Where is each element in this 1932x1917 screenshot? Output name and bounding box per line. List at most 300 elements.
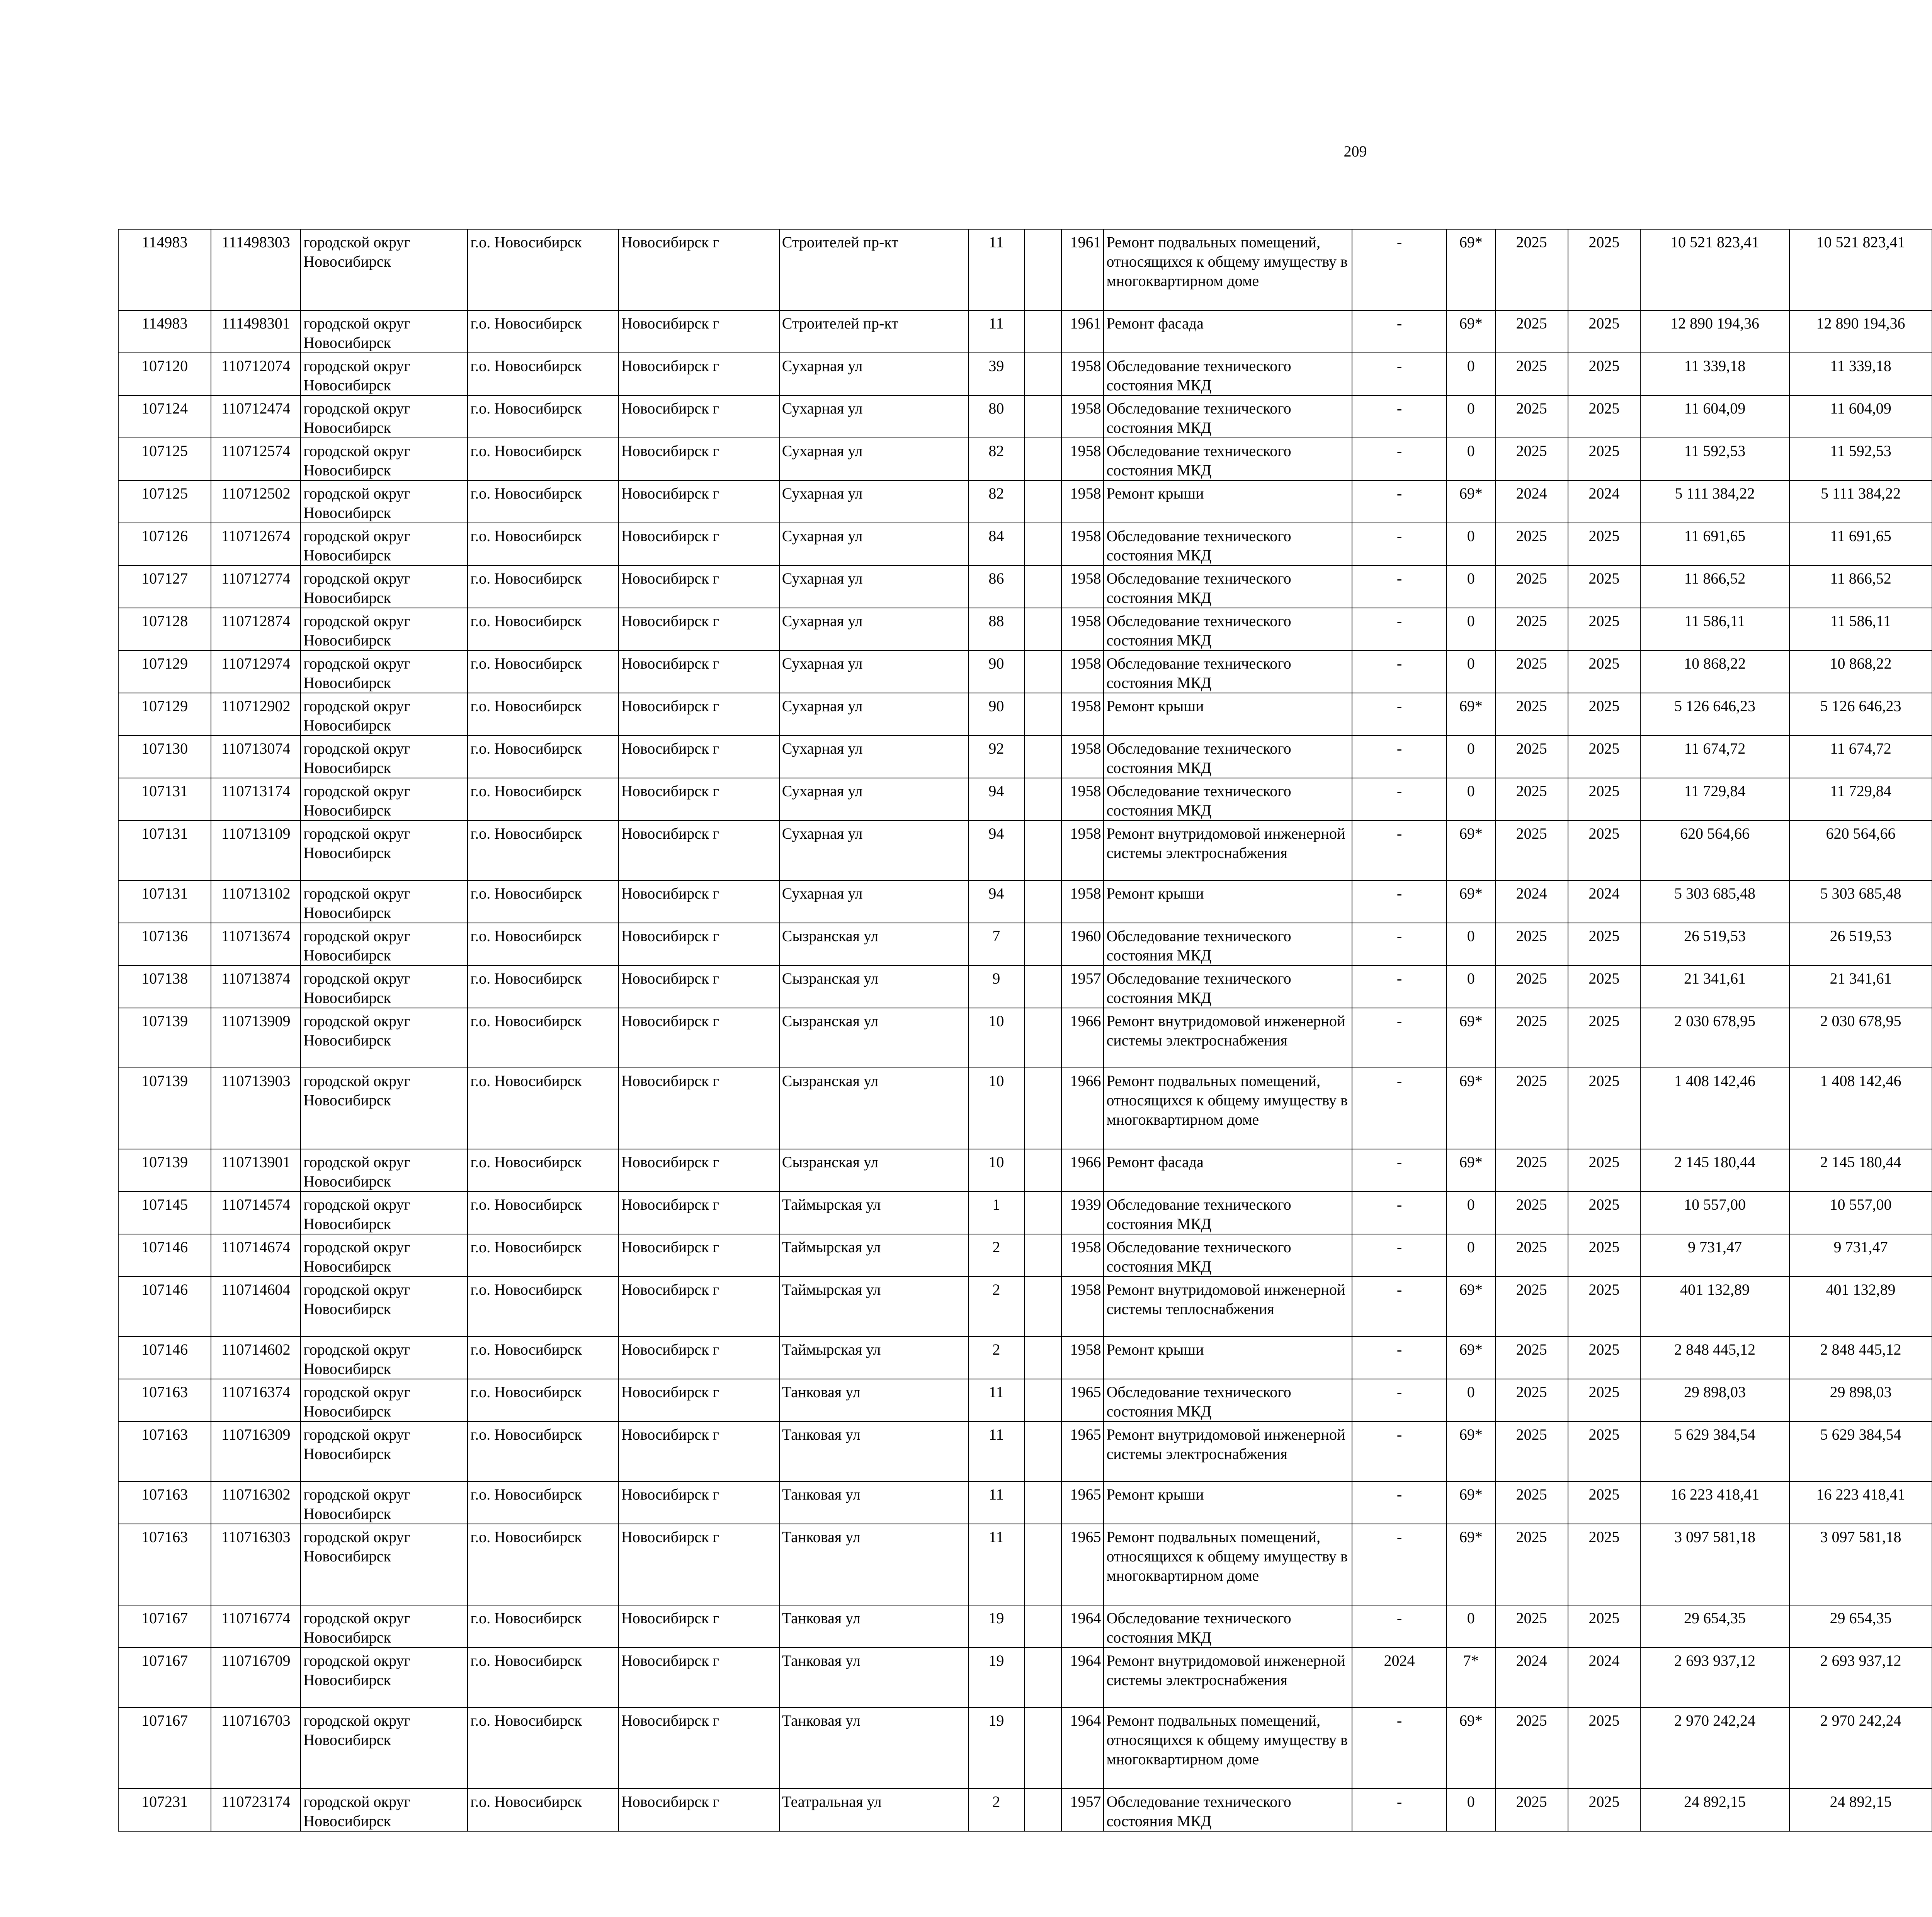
- cell-street: Сухарная ул: [779, 650, 969, 693]
- cell-year-built: 1958: [1061, 778, 1104, 821]
- cell-work-type: Обследование технического состояния МКД: [1104, 1234, 1352, 1277]
- cell-year-end: 2025: [1568, 1708, 1641, 1789]
- cell-house-number: 19: [968, 1648, 1024, 1708]
- table-row: [118, 880, 1932, 923]
- cell-col-l: 0: [1447, 523, 1495, 565]
- cell-house-id: 107131: [118, 880, 211, 923]
- cell-record-id: 110716703: [211, 1708, 301, 1789]
- cell-year-built: 1939: [1061, 1192, 1104, 1234]
- cell-house-number: 19: [968, 1708, 1024, 1789]
- cell-year-start: 2025: [1495, 1524, 1568, 1605]
- cell-total-cost: 5 629 384,54: [1640, 1422, 1789, 1481]
- cell-year-end: 2025: [1568, 1524, 1641, 1605]
- cell-total-cost: 12 890 194,36: [1640, 310, 1789, 353]
- cell-cost-fund: 9 731,47: [1789, 1234, 1932, 1277]
- cell-house-number: 94: [968, 821, 1024, 880]
- cell-total-cost: 11 339,18: [1640, 353, 1789, 395]
- cell-col-l: 0: [1447, 650, 1495, 693]
- cell-col-k: -: [1352, 1008, 1446, 1068]
- cell-house-id: 107139: [118, 1149, 211, 1192]
- cell-work-type: Ремонт крыши: [1104, 693, 1352, 735]
- cell-record-id: 110716303: [211, 1524, 301, 1605]
- cell-year-end: 2025: [1568, 1008, 1641, 1068]
- cell-house-number: 2: [968, 1277, 1024, 1336]
- cell-street: Сызранская ул: [779, 1008, 969, 1068]
- cell-col-k: -: [1352, 965, 1446, 1008]
- cell-municipal-district: г.о. Новосибирск: [468, 353, 619, 395]
- cell-building: [1024, 480, 1062, 523]
- cell-year-start: 2025: [1495, 438, 1568, 480]
- cell-col-l: 69*: [1447, 480, 1495, 523]
- cell-work-type: Обследование технического состояния МКД: [1104, 650, 1352, 693]
- cell-year-end: 2024: [1568, 1648, 1641, 1708]
- cell-locality: Новосибирск г: [619, 1008, 779, 1068]
- cell-total-cost: 26 519,53: [1640, 923, 1789, 965]
- cell-house-id: 107130: [118, 735, 211, 778]
- cell-col-l: 0: [1447, 735, 1495, 778]
- cell-municipality: городской округ Новосибирск: [301, 523, 468, 565]
- cell-total-cost: 11 729,84: [1640, 778, 1789, 821]
- cell-house-number: 82: [968, 480, 1024, 523]
- cell-col-l: 0: [1447, 923, 1495, 965]
- cell-building: [1024, 1708, 1062, 1789]
- cell-record-id: 110713874: [211, 965, 301, 1008]
- cell-municipality: городской округ Новосибирск: [301, 1481, 468, 1524]
- cell-street: Сухарная ул: [779, 821, 969, 880]
- cell-col-l: 0: [1447, 1789, 1495, 1831]
- cell-municipal-district: г.о. Новосибирск: [468, 310, 619, 353]
- cell-municipal-district: г.о. Новосибирск: [468, 438, 619, 480]
- cell-municipality: городской округ Новосибирск: [301, 608, 468, 650]
- table-row: [118, 1708, 1932, 1789]
- cell-municipal-district: г.о. Новосибирск: [468, 1789, 619, 1831]
- cell-street: Сызранская ул: [779, 923, 969, 965]
- cell-municipal-district: г.о. Новосибирск: [468, 1277, 619, 1336]
- cell-locality: Новосибирск г: [619, 1234, 779, 1277]
- cell-work-type: Ремонт фасада: [1104, 1149, 1352, 1192]
- cell-house-id: 107128: [118, 608, 211, 650]
- table-row: [118, 1481, 1932, 1524]
- cell-record-id: 110716374: [211, 1379, 301, 1422]
- cell-year-end: 2024: [1568, 880, 1641, 923]
- cell-record-id: 110714574: [211, 1192, 301, 1234]
- cell-total-cost: 11 691,65: [1640, 523, 1789, 565]
- cell-total-cost: 11 674,72: [1640, 735, 1789, 778]
- cell-year-start: 2025: [1495, 1149, 1568, 1192]
- cell-house-id: 107124: [118, 395, 211, 438]
- cell-work-type: Ремонт фасада: [1104, 310, 1352, 353]
- cell-cost-fund: 5 303 685,48: [1789, 880, 1932, 923]
- cell-col-l: 69*: [1447, 1149, 1495, 1192]
- cell-year-end: 2025: [1568, 1605, 1641, 1648]
- cell-street: Сухарная ул: [779, 480, 969, 523]
- cell-locality: Новосибирск г: [619, 1277, 779, 1336]
- cell-col-k: -: [1352, 693, 1446, 735]
- cell-municipality: городской округ Новосибирск: [301, 480, 468, 523]
- cell-year-end: 2025: [1568, 438, 1641, 480]
- cell-col-k: -: [1352, 395, 1446, 438]
- cell-year-end: 2025: [1568, 923, 1641, 965]
- page-number: 209: [1344, 143, 1367, 160]
- cell-building: [1024, 1422, 1062, 1481]
- cell-building: [1024, 1605, 1062, 1648]
- cell-year-end: 2025: [1568, 1379, 1641, 1422]
- cell-year-end: 2025: [1568, 608, 1641, 650]
- cell-total-cost: 21 341,61: [1640, 965, 1789, 1008]
- table-row: [118, 735, 1932, 778]
- cell-street: Строителей пр-кт: [779, 310, 969, 353]
- cell-total-cost: 1 408 142,46: [1640, 1068, 1789, 1149]
- cell-municipality: городской округ Новосибирск: [301, 395, 468, 438]
- cell-col-l: 0: [1447, 965, 1495, 1008]
- cell-record-id: 110712774: [211, 565, 301, 608]
- cell-record-id: 110712574: [211, 438, 301, 480]
- table-row: [118, 821, 1932, 880]
- cell-work-type: Обследование технического состояния МКД: [1104, 395, 1352, 438]
- table-row: [118, 1524, 1932, 1605]
- cell-work-type: Обследование технического состояния МКД: [1104, 565, 1352, 608]
- cell-record-id: 110714604: [211, 1277, 301, 1336]
- cell-house-number: 92: [968, 735, 1024, 778]
- cell-year-start: 2025: [1495, 565, 1568, 608]
- cell-house-number: 10: [968, 1068, 1024, 1149]
- cell-col-l: 0: [1447, 353, 1495, 395]
- cell-municipality: городской округ Новосибирск: [301, 693, 468, 735]
- cell-year-start: 2025: [1495, 353, 1568, 395]
- cell-street: Танковая ул: [779, 1524, 969, 1605]
- cell-street: Сухарная ул: [779, 735, 969, 778]
- cell-municipal-district: г.о. Новосибирск: [468, 395, 619, 438]
- cell-total-cost: 29 654,35: [1640, 1605, 1789, 1648]
- cell-col-k: -: [1352, 523, 1446, 565]
- cell-record-id: 110713074: [211, 735, 301, 778]
- cell-year-built: 1966: [1061, 1068, 1104, 1149]
- cell-year-start: 2024: [1495, 1648, 1568, 1708]
- cell-house-number: 84: [968, 523, 1024, 565]
- cell-building: [1024, 310, 1062, 353]
- cell-year-start: 2025: [1495, 608, 1568, 650]
- cell-record-id: 110712474: [211, 395, 301, 438]
- cell-col-k: -: [1352, 778, 1446, 821]
- cell-house-number: 2: [968, 1234, 1024, 1277]
- cell-locality: Новосибирск г: [619, 565, 779, 608]
- cell-year-built: 1965: [1061, 1524, 1104, 1605]
- cell-building: [1024, 821, 1062, 880]
- cell-year-built: 1960: [1061, 923, 1104, 965]
- cell-building: [1024, 229, 1062, 310]
- cell-house-number: 11: [968, 310, 1024, 353]
- cell-house-id: 107163: [118, 1422, 211, 1481]
- cell-building: [1024, 1789, 1062, 1831]
- cell-locality: Новосибирск г: [619, 923, 779, 965]
- cell-year-start: 2025: [1495, 1481, 1568, 1524]
- cell-work-type: Ремонт подвальных помещений, относящихся к общему имуществу в многоквартирном доме: [1104, 229, 1352, 310]
- cell-locality: Новосибирск г: [619, 480, 779, 523]
- cell-total-cost: 10 868,22: [1640, 650, 1789, 693]
- cell-record-id: 110712974: [211, 650, 301, 693]
- cell-work-type: Ремонт крыши: [1104, 480, 1352, 523]
- cell-year-built: 1965: [1061, 1379, 1104, 1422]
- cell-year-built: 1958: [1061, 821, 1104, 880]
- cell-building: [1024, 395, 1062, 438]
- cell-year-end: 2025: [1568, 1192, 1641, 1234]
- cell-street: Таймырская ул: [779, 1277, 969, 1336]
- cell-house-number: 1: [968, 1192, 1024, 1234]
- cell-col-l: 0: [1447, 1234, 1495, 1277]
- cell-street: Сызранская ул: [779, 965, 969, 1008]
- cell-col-k: -: [1352, 1336, 1446, 1379]
- cell-cost-fund: 11 729,84: [1789, 778, 1932, 821]
- cell-street: Строителей пр-кт: [779, 229, 969, 310]
- cell-work-type: Ремонт крыши: [1104, 880, 1352, 923]
- cell-street: Сухарная ул: [779, 778, 969, 821]
- cell-year-built: 1958: [1061, 523, 1104, 565]
- cell-locality: Новосибирск г: [619, 778, 779, 821]
- cell-col-l: 69*: [1447, 229, 1495, 310]
- cell-col-k: -: [1352, 229, 1446, 310]
- cell-col-k: -: [1352, 880, 1446, 923]
- cell-year-start: 2025: [1495, 965, 1568, 1008]
- cell-year-built: 1958: [1061, 1277, 1104, 1336]
- cell-year-built: 1958: [1061, 395, 1104, 438]
- cell-total-cost: 11 866,52: [1640, 565, 1789, 608]
- cell-street: Таймырская ул: [779, 1234, 969, 1277]
- cell-locality: Новосибирск г: [619, 1422, 779, 1481]
- cell-house-id: 107167: [118, 1605, 211, 1648]
- cell-house-number: 2: [968, 1789, 1024, 1831]
- cell-municipality: городской округ Новосибирск: [301, 1277, 468, 1336]
- cell-record-id: 111498303: [211, 229, 301, 310]
- cell-street: Танковая ул: [779, 1708, 969, 1789]
- table-row: [118, 1379, 1932, 1422]
- cell-municipality: городской округ Новосибирск: [301, 778, 468, 821]
- cell-house-number: 94: [968, 778, 1024, 821]
- cell-locality: Новосибирск г: [619, 1192, 779, 1234]
- cell-street: Сухарная ул: [779, 353, 969, 395]
- cell-house-number: 10: [968, 1008, 1024, 1068]
- cell-street: Танковая ул: [779, 1648, 969, 1708]
- cell-col-k: -: [1352, 923, 1446, 965]
- cell-house-number: 11: [968, 1379, 1024, 1422]
- cell-municipality: городской округ Новосибирск: [301, 438, 468, 480]
- table-row: [118, 693, 1932, 735]
- cell-year-start: 2025: [1495, 1789, 1568, 1831]
- cell-year-built: 1958: [1061, 1234, 1104, 1277]
- cell-cost-fund: 12 890 194,36: [1789, 310, 1932, 353]
- cell-building: [1024, 693, 1062, 735]
- cell-locality: Новосибирск г: [619, 1149, 779, 1192]
- cell-municipal-district: г.о. Новосибирск: [468, 229, 619, 310]
- cell-year-built: 1958: [1061, 1336, 1104, 1379]
- cell-municipal-district: г.о. Новосибирск: [468, 650, 619, 693]
- cell-work-type: Обследование технического состояния МКД: [1104, 438, 1352, 480]
- cell-locality: Новосибирск г: [619, 523, 779, 565]
- cell-municipal-district: г.о. Новосибирск: [468, 693, 619, 735]
- cell-building: [1024, 1149, 1062, 1192]
- cell-building: [1024, 1008, 1062, 1068]
- cell-record-id: 110712502: [211, 480, 301, 523]
- cell-total-cost: 9 731,47: [1640, 1234, 1789, 1277]
- cell-house-number: 11: [968, 229, 1024, 310]
- table-row: [118, 1149, 1932, 1192]
- cell-year-built: 1958: [1061, 565, 1104, 608]
- cell-total-cost: 11 604,09: [1640, 395, 1789, 438]
- cell-record-id: 110716302: [211, 1481, 301, 1524]
- cell-locality: Новосибирск г: [619, 1708, 779, 1789]
- cell-col-k: -: [1352, 1422, 1446, 1481]
- table-row: [118, 965, 1932, 1008]
- cell-house-id: 107163: [118, 1379, 211, 1422]
- cell-total-cost: 29 898,03: [1640, 1379, 1789, 1422]
- cell-total-cost: 11 592,53: [1640, 438, 1789, 480]
- cell-building: [1024, 1379, 1062, 1422]
- table-row: [118, 1068, 1932, 1149]
- table-row: [118, 1277, 1932, 1336]
- cell-col-l: 69*: [1447, 693, 1495, 735]
- cell-year-start: 2025: [1495, 1605, 1568, 1648]
- table-row: [118, 438, 1932, 480]
- cell-work-type: Обследование технического состояния МКД: [1104, 923, 1352, 965]
- cell-municipal-district: г.о. Новосибирск: [468, 880, 619, 923]
- cell-municipality: городской округ Новосибирск: [301, 735, 468, 778]
- cell-col-l: 69*: [1447, 1524, 1495, 1605]
- cell-house-number: 9: [968, 965, 1024, 1008]
- cell-record-id: 110713903: [211, 1068, 301, 1149]
- cell-year-end: 2025: [1568, 1336, 1641, 1379]
- cell-municipality: городской округ Новосибирск: [301, 1068, 468, 1149]
- cell-building: [1024, 1481, 1062, 1524]
- cell-total-cost: 10 557,00: [1640, 1192, 1789, 1234]
- cell-municipal-district: г.о. Новосибирск: [468, 1481, 619, 1524]
- cell-locality: Новосибирск г: [619, 880, 779, 923]
- cell-locality: Новосибирск г: [619, 310, 779, 353]
- cell-year-end: 2025: [1568, 735, 1641, 778]
- cell-total-cost: 5 303 685,48: [1640, 880, 1789, 923]
- cell-house-id: 107126: [118, 523, 211, 565]
- cell-house-id: 107145: [118, 1192, 211, 1234]
- cell-house-id: 107146: [118, 1336, 211, 1379]
- cell-year-end: 2024: [1568, 480, 1641, 523]
- table-row: [118, 480, 1932, 523]
- cell-house-id: 107120: [118, 353, 211, 395]
- cell-record-id: 110713674: [211, 923, 301, 965]
- cell-cost-fund: 26 519,53: [1789, 923, 1932, 965]
- table-row: [118, 1234, 1932, 1277]
- cell-cost-fund: 24 892,15: [1789, 1789, 1932, 1831]
- cell-cost-fund: 2 970 242,24: [1789, 1708, 1932, 1789]
- cell-house-id: 107146: [118, 1234, 211, 1277]
- cell-house-id: 107139: [118, 1008, 211, 1068]
- cell-locality: Новосибирск г: [619, 1524, 779, 1605]
- cell-municipality: городской округ Новосибирск: [301, 353, 468, 395]
- cell-record-id: 110714674: [211, 1234, 301, 1277]
- cell-year-end: 2025: [1568, 565, 1641, 608]
- cell-record-id: 110714602: [211, 1336, 301, 1379]
- cell-cost-fund: 2 030 678,95: [1789, 1008, 1932, 1068]
- cell-locality: Новосибирск г: [619, 1068, 779, 1149]
- cell-year-start: 2025: [1495, 1008, 1568, 1068]
- cell-cost-fund: 1 408 142,46: [1789, 1068, 1932, 1149]
- cell-cost-fund: 10 868,22: [1789, 650, 1932, 693]
- cell-year-built: 1958: [1061, 608, 1104, 650]
- cell-building: [1024, 778, 1062, 821]
- cell-cost-fund: 10 521 823,41: [1789, 229, 1932, 310]
- cell-work-type: Ремонт внутридомовой инженерной системы теплоснабжения: [1104, 1277, 1352, 1336]
- cell-house-number: 2: [968, 1336, 1024, 1379]
- cell-year-start: 2025: [1495, 310, 1568, 353]
- cell-municipality: городской округ Новосибирск: [301, 1708, 468, 1789]
- cell-cost-fund: 11 691,65: [1789, 523, 1932, 565]
- cell-house-id: 107127: [118, 565, 211, 608]
- cell-municipal-district: г.о. Новосибирск: [468, 1068, 619, 1149]
- cell-cost-fund: 16 223 418,41: [1789, 1481, 1932, 1524]
- cell-work-type: Ремонт внутридомовой инженерной системы электроснабжения: [1104, 1422, 1352, 1481]
- cell-building: [1024, 565, 1062, 608]
- cell-house-id: 114983: [118, 310, 211, 353]
- cell-municipal-district: г.о. Новосибирск: [468, 1234, 619, 1277]
- cell-street: Таймырская ул: [779, 1336, 969, 1379]
- cell-work-type: Обследование технического состояния МКД: [1104, 608, 1352, 650]
- cell-building: [1024, 880, 1062, 923]
- cell-municipal-district: г.о. Новосибирск: [468, 608, 619, 650]
- cell-street: Сухарная ул: [779, 395, 969, 438]
- cell-building: [1024, 608, 1062, 650]
- table-row: [118, 650, 1932, 693]
- cell-municipality: городской округ Новосибирск: [301, 1336, 468, 1379]
- cell-municipal-district: г.о. Новосибирск: [468, 1008, 619, 1068]
- table-row: [118, 1336, 1932, 1379]
- cell-municipality: городской округ Новосибирск: [301, 880, 468, 923]
- cell-year-start: 2025: [1495, 650, 1568, 693]
- cell-col-k: -: [1352, 1605, 1446, 1648]
- table-row: [118, 778, 1932, 821]
- cell-work-type: Обследование технического состояния МКД: [1104, 1789, 1352, 1831]
- cell-work-type: Обследование технического состояния МКД: [1104, 353, 1352, 395]
- cell-year-end: 2025: [1568, 353, 1641, 395]
- cell-year-start: 2025: [1495, 1336, 1568, 1379]
- cell-col-l: 0: [1447, 1379, 1495, 1422]
- cell-cost-fund: 2 145 180,44: [1789, 1149, 1932, 1192]
- cell-col-k: -: [1352, 1149, 1446, 1192]
- cell-total-cost: 16 223 418,41: [1640, 1481, 1789, 1524]
- cell-cost-fund: 11 866,52: [1789, 565, 1932, 608]
- cell-street: Танковая ул: [779, 1379, 969, 1422]
- cell-year-end: 2025: [1568, 310, 1641, 353]
- cell-municipality: городской округ Новосибирск: [301, 965, 468, 1008]
- cell-building: [1024, 438, 1062, 480]
- cell-locality: Новосибирск г: [619, 735, 779, 778]
- cell-col-k: -: [1352, 735, 1446, 778]
- cell-year-start: 2025: [1495, 1277, 1568, 1336]
- cell-col-l: 69*: [1447, 1336, 1495, 1379]
- cell-municipality: городской округ Новосибирск: [301, 1149, 468, 1192]
- cell-municipality: городской округ Новосибирск: [301, 923, 468, 965]
- table-row: [118, 1422, 1932, 1481]
- cell-year-end: 2025: [1568, 1422, 1641, 1481]
- cell-record-id: 110713109: [211, 821, 301, 880]
- cell-col-l: 69*: [1447, 1708, 1495, 1789]
- cell-col-k: -: [1352, 1379, 1446, 1422]
- cell-total-cost: 2 848 445,12: [1640, 1336, 1789, 1379]
- cell-municipality: городской округ Новосибирск: [301, 1789, 468, 1831]
- cell-cost-fund: 5 629 384,54: [1789, 1422, 1932, 1481]
- cell-year-end: 2025: [1568, 693, 1641, 735]
- cell-col-k: 2024: [1352, 1648, 1446, 1708]
- cell-work-type: Ремонт крыши: [1104, 1336, 1352, 1379]
- cell-col-k: -: [1352, 1068, 1446, 1149]
- cell-house-number: 11: [968, 1481, 1024, 1524]
- cell-year-end: 2025: [1568, 965, 1641, 1008]
